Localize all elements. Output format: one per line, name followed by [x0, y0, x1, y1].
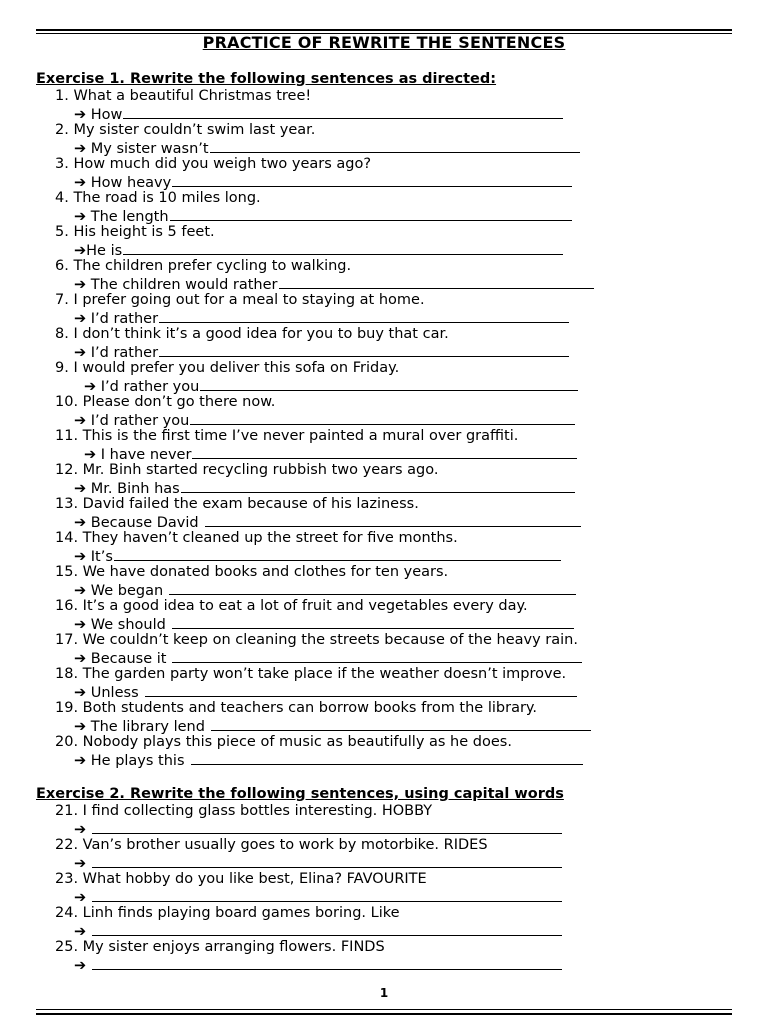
answer-prompt: ➔ We should [74, 617, 166, 633]
answer-prompt: ➔ I’d rather you [84, 379, 200, 395]
answer-blank[interactable] [172, 649, 582, 663]
question-20: 20. Nobody plays this piece of music as beautifully as he does. [55, 734, 512, 750]
bottom-rule [36, 1013, 732, 1015]
answer-blank[interactable] [169, 581, 576, 595]
question-22: 22. Van’s brother usually goes to work by motorbike. RIDES [55, 837, 488, 853]
question-5: 5. His height is 5 feet. [55, 224, 215, 240]
answer-blank[interactable] [200, 377, 578, 391]
question-8: 8. I don’t think it’s a good idea for you to buy that car. [55, 326, 449, 342]
exercise-1-heading: Exercise 1. Rewrite the following sentences as directed: [36, 71, 497, 87]
answer-blank[interactable] [123, 241, 563, 255]
answer-prompt: ➔ We began [74, 583, 164, 599]
answer-blank[interactable] [211, 717, 591, 731]
question-21: 21. I find collecting glass bottles interesting. HOBBY [55, 803, 433, 819]
answer-blank[interactable] [172, 173, 572, 187]
answer-prompt: ➔ The children would rather [74, 277, 278, 293]
bottom-rule-thin [36, 1009, 732, 1010]
question-14: 14. They haven’t cleaned up the street for five months. [55, 530, 458, 546]
answer-blank[interactable] [190, 411, 575, 425]
answer-prompt: ➔ I have never [84, 447, 192, 463]
question-16: 16. It’s a good idea to eat a lot of fruit and vegetables every day. [55, 598, 528, 614]
question-6: 6. The children prefer cycling to walking. [55, 258, 352, 274]
question-18: 18. The garden party won’t take place if the weather doesn’t improve. [55, 666, 567, 682]
top-rule [36, 29, 732, 31]
answer-prompt: ➔ Mr. Binh has [74, 481, 180, 497]
answer-prompt: ➔ My sister wasn’t [74, 141, 209, 157]
answer-prompt: ➔ How heavy [74, 175, 172, 191]
question-2: 2. My sister couldn’t swim last year. [55, 122, 316, 138]
answer-blank[interactable] [92, 888, 562, 902]
answer-blank[interactable] [170, 207, 572, 221]
answer-blank[interactable] [92, 956, 562, 970]
answer-blank[interactable] [114, 547, 561, 561]
question-11: 11. This is the first time I’ve never painted a mural over graffiti. [55, 428, 519, 444]
question-7: 7. I prefer going out for a meal to staying at home. [55, 292, 425, 308]
answer-line-20 [74, 751, 583, 770]
answer-prompt: ➔ I’d rather you [74, 413, 190, 429]
answer-prompt: ➔ [74, 958, 87, 974]
answer-prompt: ➔ The library lend [74, 719, 205, 735]
answer-prompt: ➔ It’s [74, 549, 113, 565]
answer-blank[interactable] [92, 922, 562, 936]
answer-blank[interactable] [172, 615, 574, 629]
answer-prompt: ➔He is [74, 243, 123, 259]
answer-blank[interactable] [159, 309, 569, 323]
question-17: 17. We couldn’t keep on cleaning the streets because of the heavy rain. [55, 632, 578, 648]
answer-blank[interactable] [159, 343, 569, 357]
answer-blank[interactable] [205, 513, 581, 527]
page-number: 1 [379, 986, 389, 1000]
answer-prompt: ➔ Because David [74, 515, 199, 531]
answer-prompt: ➔ I’d rather [74, 345, 159, 361]
question-9: 9. I would prefer you deliver this sofa on Friday. [55, 360, 400, 376]
question-23: 23. What hobby do you like best, Elina? FAVOURITE [55, 871, 427, 887]
question-13: 13. David failed the exam because of his laziness. [55, 496, 419, 512]
question-10: 10. Please don’t go there now. [55, 394, 276, 410]
answer-prompt: ➔ Unless [74, 685, 139, 701]
answer-blank[interactable] [145, 683, 577, 697]
question-1: 1. What a beautiful Christmas tree! [55, 88, 312, 104]
question-4: 4. The road is 10 miles long. [55, 190, 261, 206]
answer-blank[interactable] [181, 479, 575, 493]
question-25: 25. My sister enjoys arranging flowers. FINDS [55, 939, 385, 955]
answer-prompt: ➔ [74, 890, 87, 906]
answer-line-25 [74, 956, 562, 975]
answer-blank[interactable] [92, 854, 562, 868]
answer-prompt: ➔ Because it [74, 651, 167, 667]
question-12: 12. Mr. Binh started recycling rubbish two years ago. [55, 462, 439, 478]
answer-prompt: ➔ The length [74, 209, 169, 225]
answer-prompt: ➔ [74, 822, 87, 838]
question-19: 19. Both students and teachers can borrow books from the library. [55, 700, 538, 716]
answer-prompt: ➔ How [74, 107, 123, 123]
question-3: 3. How much did you weigh two years ago? [55, 156, 372, 172]
question-15: 15. We have donated books and clothes for ten years. [55, 564, 449, 580]
answer-blank[interactable] [92, 820, 562, 834]
answer-blank[interactable] [279, 275, 594, 289]
answer-prompt: ➔ [74, 856, 87, 872]
answer-prompt: ➔ He plays this [74, 753, 185, 769]
exercise-2-heading: Exercise 2. Rewrite the following sentences, using capital words [36, 786, 564, 802]
page-title: PRACTICE OF REWRITE THE SENTENCES [202, 33, 566, 52]
answer-prompt: ➔ [74, 924, 87, 940]
answer-blank[interactable] [123, 105, 563, 119]
question-24: 24. Linh finds playing board games boring. Like [55, 905, 400, 921]
answer-blank[interactable] [210, 139, 580, 153]
answer-prompt: ➔ I’d rather [74, 311, 159, 327]
answer-blank[interactable] [191, 751, 583, 765]
answer-blank[interactable] [192, 445, 577, 459]
